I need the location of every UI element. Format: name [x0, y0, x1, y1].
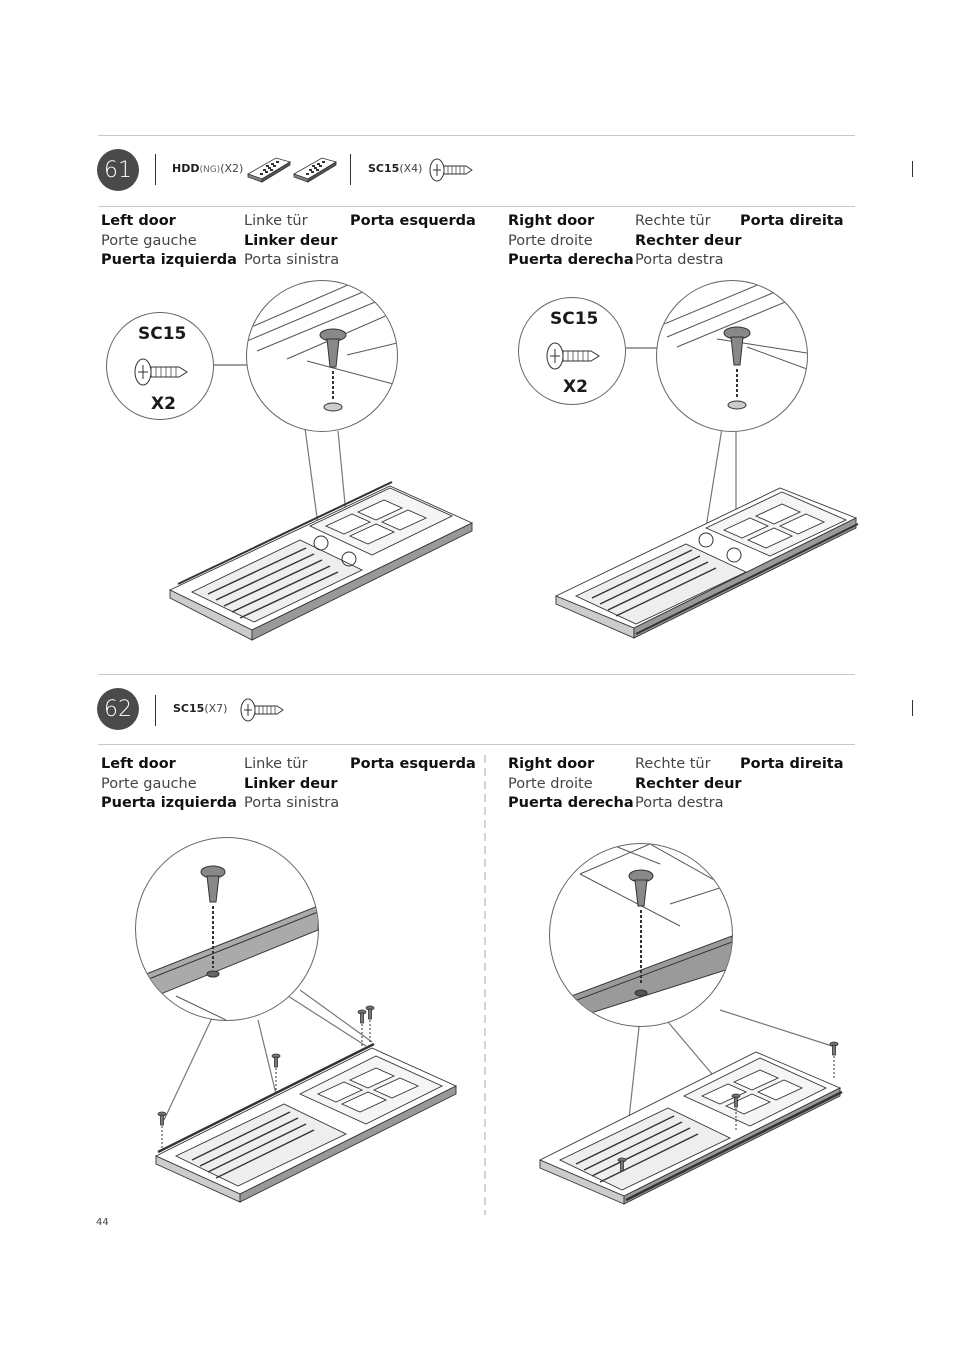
step-62-number: 62 [97, 688, 139, 730]
divider [155, 154, 156, 185]
left-door-label-2: Linke tür Linker deur Porta sinistra [244, 756, 340, 811]
right-door-label-3: Porta direita [740, 756, 844, 772]
part-callout: SC15 X2 [106, 312, 214, 420]
screw-icon [428, 156, 474, 184]
screw-icon [133, 357, 189, 387]
part-hdd: HDD(NG)(X2) [172, 162, 244, 175]
detail-zoom-circle [656, 280, 808, 432]
left-door-label-3: Porta esquerda [350, 213, 476, 229]
step-61-bottom-rule [98, 206, 855, 207]
detail-zoom-circle [246, 280, 398, 432]
part-sc15: SC15(X7) [173, 702, 228, 715]
right-door-label: Right door Porte droite Puerta derecha [508, 213, 634, 268]
right-door-label-2: Rechte tür Rechter deur Porta destra [635, 756, 742, 811]
divider [155, 695, 156, 726]
step-62-top-rule [98, 674, 855, 675]
screw-icon [239, 696, 285, 724]
detail-zoom-circle [135, 837, 319, 1021]
left-door-label: Left door Porte gauche Puerta izquierda [101, 756, 237, 811]
screw-detail [657, 281, 807, 431]
left-door-label-2: Linke tür Linker deur Porta sinistra [244, 213, 340, 268]
detail-zoom-circle [549, 843, 733, 1027]
left-door-label-3: Porta esquerda [350, 756, 476, 772]
right-door-label: Right door Porte droite Puerta derecha [508, 756, 634, 811]
hinge-bracket-icon [246, 154, 342, 184]
left-door-label: Left door Porte gauche Puerta izquierda [101, 213, 237, 268]
right-door-label-3: Porta direita [740, 213, 844, 229]
edge-mark [912, 700, 913, 716]
step-61-top-rule [98, 135, 855, 136]
page-number: 44 [96, 1217, 109, 1228]
part-sc15: SC15(X4) [368, 162, 423, 175]
column-divider [484, 755, 486, 1215]
screw-detail [247, 281, 397, 431]
screw-detail [136, 838, 318, 1020]
step-62-bottom-rule [98, 744, 855, 745]
step-61-number: 61 [97, 149, 139, 191]
divider [350, 154, 351, 185]
right-door-label-2: Rechte tür Rechter deur Porta destra [635, 213, 742, 268]
screw-detail [550, 844, 732, 1026]
screw-icon [545, 341, 601, 371]
edge-mark [912, 161, 913, 177]
part-callout: SC15 X2 [518, 297, 626, 405]
